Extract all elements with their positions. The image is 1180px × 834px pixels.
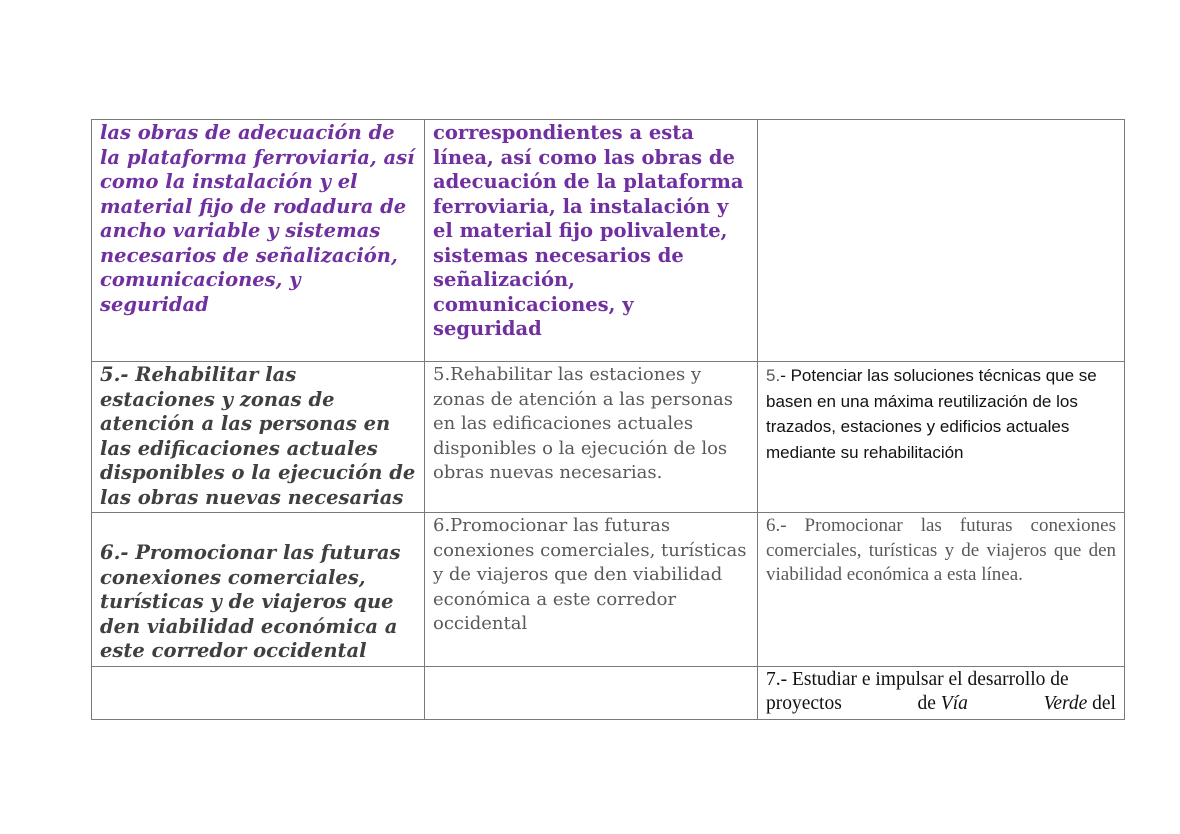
table-cell bbox=[425, 362, 758, 513]
cell-text: 6.- Promocionar las futuras conexiones comerciales, turísticas y de viajeros que den viabilidad económica a este corredor occidental bbox=[100, 541, 401, 662]
cell-text bbox=[766, 363, 1116, 465]
table-row bbox=[92, 513, 1125, 667]
table-cell bbox=[758, 666, 1125, 719]
word: Verde bbox=[1043, 693, 1088, 714]
table-cell bbox=[92, 513, 425, 667]
item-number: 5. bbox=[766, 366, 781, 385]
table-cell bbox=[92, 666, 425, 719]
word: del bbox=[1092, 693, 1116, 714]
cell-text: correspondientes a esta línea, así como las obras de adecuación de la plataforma ferroviaria, la instalación y el material fijo polivalente, sistemas necesarios de señalización, comunicaciones, y seguridad bbox=[433, 121, 744, 340]
cell-text bbox=[766, 668, 1116, 717]
table-cell bbox=[92, 362, 425, 513]
table-cell bbox=[425, 513, 758, 667]
table-row bbox=[92, 362, 1125, 513]
text-line bbox=[766, 692, 1116, 717]
text-line: 7.- Estudiar e impulsar el desarrollo de bbox=[766, 668, 1069, 690]
table-row bbox=[92, 666, 1125, 719]
cell-text: 5.Rehabilitar las estaciones y zonas de atención a las personas en las edificaciones actuales disponibles o la ejecución de los obras nuevas necesarias. bbox=[433, 364, 734, 483]
table-cell bbox=[758, 120, 1125, 362]
table-cell bbox=[758, 513, 1125, 667]
word bbox=[1044, 692, 1116, 717]
cell-text: las obras de adecuación de la plataforma ferroviaria, así como la instalación y el material fijo de rodadura de ancho variable y sistemas necesarios de señalización, comunicaciones, y seguridad bbox=[100, 121, 415, 316]
table-cell bbox=[758, 362, 1125, 513]
table-cell bbox=[92, 120, 425, 362]
table-cell bbox=[425, 120, 758, 362]
cell-text: 6.Promocionar las futuras conexiones comerciales, turísticas y de viajeros que den viabilidad económica a este corredor occidental bbox=[433, 515, 747, 634]
cell-text: 5.- Rehabilitar las estaciones y zonas de atención a las personas en las edificaciones actuales disponibles o la ejecución de las obras nuevas necesarias bbox=[100, 363, 416, 509]
word: de bbox=[917, 693, 936, 714]
comparison-table bbox=[91, 119, 1125, 720]
table-row bbox=[92, 120, 1125, 362]
item-text: - Potenciar las soluciones técnicas que se basen en una máxima reutilización de los trazados, estaciones y edificios actuales mediante su rehabilitación bbox=[766, 366, 1097, 462]
cell-text: 6.- Promocionar las futuras conexiones comerciales, turísticas y de viajeros que den viabilidad económica a esta línea. bbox=[766, 515, 1116, 585]
word bbox=[918, 692, 968, 717]
word: proyectos bbox=[766, 693, 842, 714]
table-cell bbox=[425, 666, 758, 719]
word: Vía bbox=[940, 693, 968, 714]
